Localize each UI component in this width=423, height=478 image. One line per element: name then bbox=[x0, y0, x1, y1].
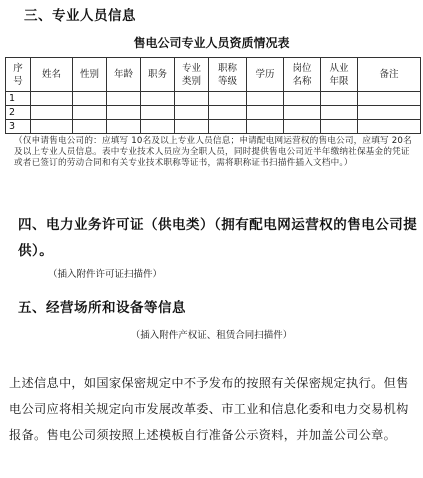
row-number-cell: 3 bbox=[6, 120, 31, 134]
table-cell bbox=[358, 106, 421, 120]
table-cell bbox=[31, 92, 73, 106]
table-cell bbox=[321, 92, 358, 106]
column-header: 从业 年限 bbox=[321, 58, 358, 92]
table-cell bbox=[175, 106, 209, 120]
table-row bbox=[6, 106, 421, 120]
table-cell bbox=[73, 120, 107, 134]
table-cell bbox=[358, 120, 421, 134]
table-cell bbox=[247, 92, 284, 106]
section-5-note: （插入附件产权证、租赁合同扫描件） bbox=[130, 330, 293, 341]
table-cell bbox=[209, 92, 247, 106]
row-number-cell: 1 bbox=[6, 92, 31, 106]
table-cell bbox=[107, 106, 141, 120]
table-cell bbox=[358, 92, 421, 106]
column-header: 备注 bbox=[358, 58, 421, 92]
table-cell bbox=[141, 92, 175, 106]
table-cell bbox=[141, 120, 175, 134]
table-cell bbox=[209, 106, 247, 120]
staff-qualification-table bbox=[5, 57, 421, 134]
table-cell bbox=[321, 106, 358, 120]
table-cell bbox=[73, 106, 107, 120]
closing-paragraph: 上述信息中，如国家保密规定中不予发布的按照有关保密规定执行。但售电公司应将相关规定向市发展改革委、市工业和信息化委和电力交易机构报备。售电公司须按照上述模板自行准备公示资料，并加盖公司公章。 bbox=[9, 376, 409, 442]
table-cell bbox=[284, 106, 321, 120]
table-row bbox=[6, 120, 421, 134]
column-header: 性别 bbox=[73, 58, 107, 92]
table-cell bbox=[175, 120, 209, 134]
table-title: 售电公司专业人员资质情况表 bbox=[133, 36, 290, 50]
column-header: 序 号 bbox=[6, 58, 31, 92]
table-cell bbox=[247, 120, 284, 134]
table-cell bbox=[209, 120, 247, 134]
table-note: （仅申请售电公司的：应填写 10名及以上专业人员信息；申请配电网运营权的售电公司，应填写 20名及以上专业人员信息。表中专业技术人员应为全职人员，同时提供售电公司近半年缴纳社保基金的凭证或者已签订的劳动合同和有关专业技术职称等证书，需将职称证书扫描件插入文档中。） bbox=[14, 136, 412, 169]
column-header: 职称 等级 bbox=[209, 58, 247, 92]
section-3-heading: 三、专业人员信息 bbox=[24, 8, 136, 24]
row-number-cell: 2 bbox=[6, 106, 31, 120]
column-header: 专业 类别 bbox=[175, 58, 209, 92]
table-row bbox=[6, 92, 421, 106]
table-cell bbox=[321, 120, 358, 134]
column-header: 岗位 名称 bbox=[284, 58, 321, 92]
table-cell bbox=[31, 120, 73, 134]
table-cell bbox=[284, 120, 321, 134]
table-cell bbox=[141, 106, 175, 120]
table-cell bbox=[247, 106, 284, 120]
table-cell bbox=[107, 120, 141, 134]
table-cell bbox=[175, 92, 209, 106]
table-header-row bbox=[6, 58, 421, 92]
table-cell bbox=[31, 106, 73, 120]
table-cell bbox=[107, 92, 141, 106]
column-header: 学历 bbox=[247, 58, 284, 92]
section-4-note: （插入附件许可证扫描件） bbox=[48, 269, 163, 280]
section-4-heading: 四、电力业务许可证（供电类）（拥有配电网运营权的售电公司提供）。 bbox=[18, 217, 418, 259]
section-5-heading: 五、经营场所和设备等信息 bbox=[18, 300, 186, 316]
table-cell bbox=[284, 92, 321, 106]
column-header: 年龄 bbox=[107, 58, 141, 92]
column-header: 姓名 bbox=[31, 58, 73, 92]
column-header: 职务 bbox=[141, 58, 175, 92]
table-cell bbox=[73, 92, 107, 106]
